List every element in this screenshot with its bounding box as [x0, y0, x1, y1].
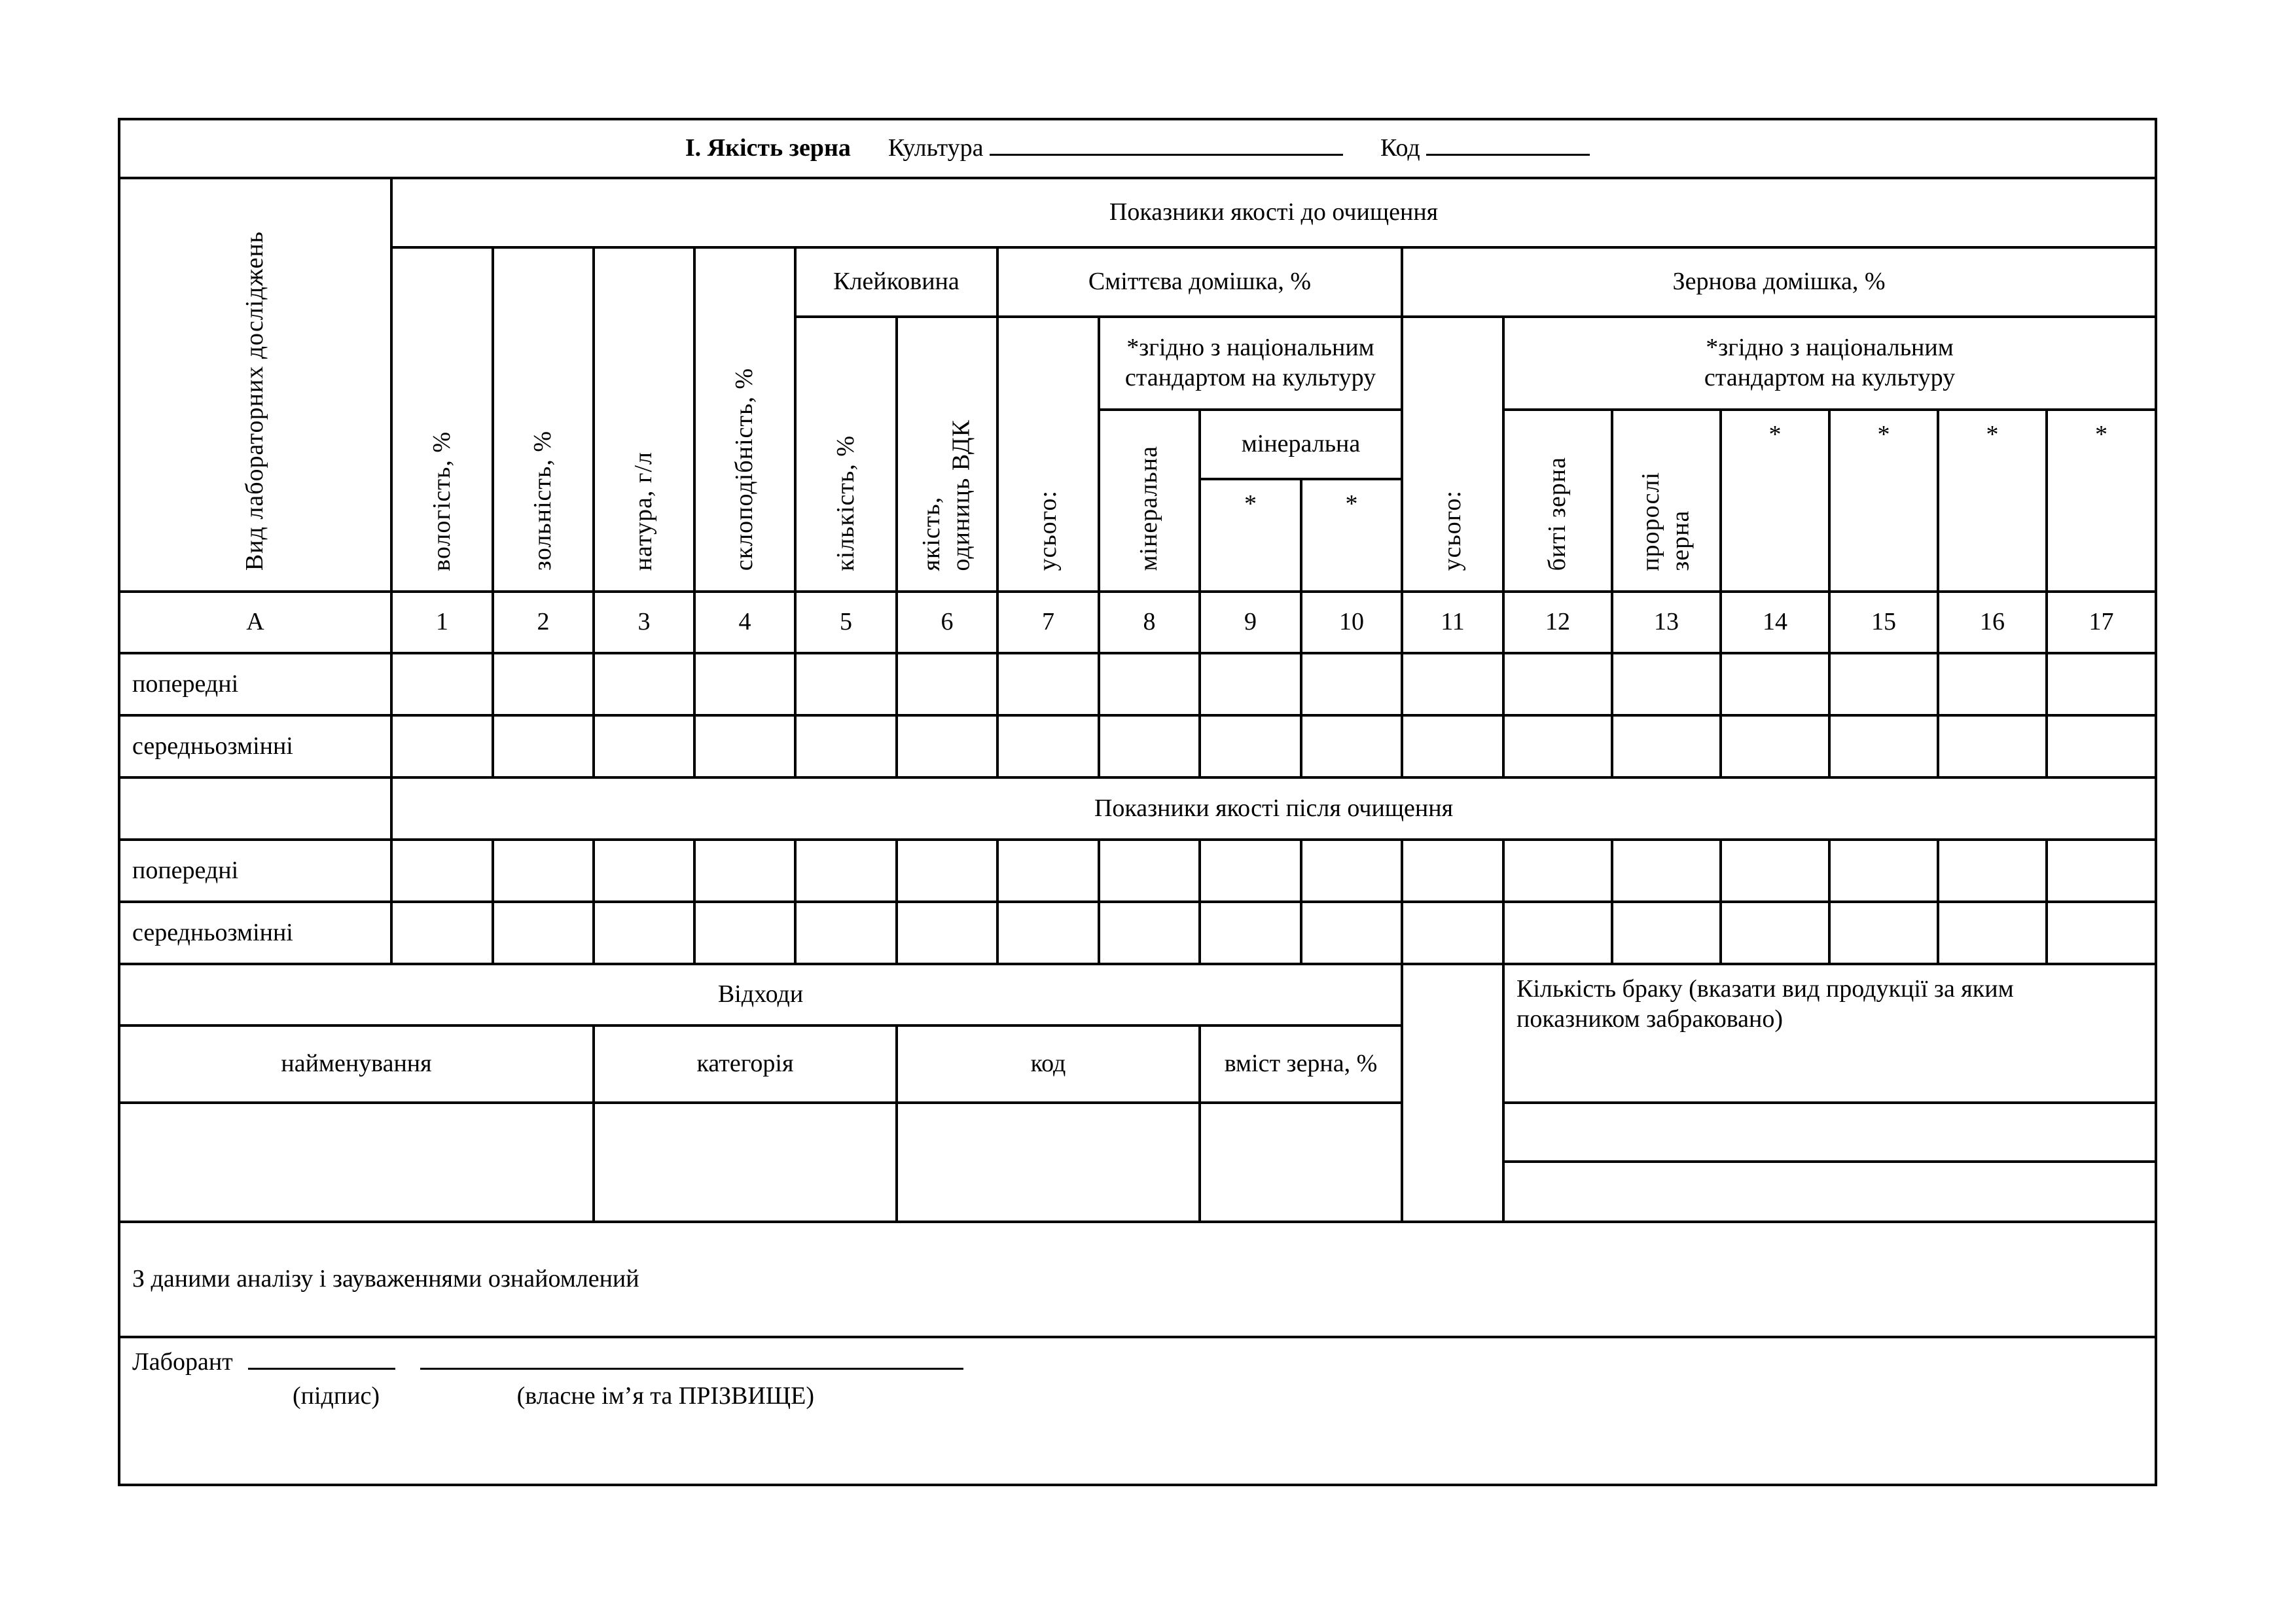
value-cell-col-9[interactable] [1200, 902, 1301, 964]
value-cell-col-13[interactable] [1612, 653, 1721, 715]
value-cell-col-15[interactable] [1829, 840, 1938, 902]
value-cell-col-5[interactable] [795, 840, 897, 902]
waste-spacer-cell [1402, 964, 1503, 1222]
lab-assistant-label: Лаборант [132, 1348, 233, 1376]
acknowledgement-text: З даними аналізу і зауваженнями ознайомлений [119, 1222, 2156, 1337]
value-cell-col-10[interactable] [1301, 840, 1402, 902]
waste-grain-content-input[interactable] [1200, 1103, 1402, 1222]
culture-label: Культура [888, 134, 984, 162]
col-header-gluten-quality [897, 317, 997, 592]
column-number: 7 [997, 592, 1099, 653]
column-number: 3 [594, 592, 694, 653]
value-cell-col-14[interactable] [1721, 653, 1829, 715]
mineral-subgroup-header: мінеральна [1200, 410, 1402, 479]
section-title: І. Якість зерна [685, 134, 851, 162]
value-cell-col-11[interactable] [1402, 715, 1503, 777]
value-cell-col-2[interactable] [493, 840, 594, 902]
column-number: 16 [1938, 592, 2047, 653]
full-name-caption: (власне ім’я та ПРІЗВИЩЕ) [516, 1382, 815, 1410]
value-cell-col-7[interactable] [997, 653, 1099, 715]
value-cell-col-1[interactable] [391, 840, 493, 902]
value-cell-col-6[interactable] [897, 653, 997, 715]
col-label: зольність, % [529, 431, 557, 571]
col-header-custom-16: * [1938, 410, 2047, 592]
column-number: 4 [694, 592, 795, 653]
col-label: мінеральна [1135, 445, 1163, 571]
value-cell-col-4[interactable] [694, 840, 795, 902]
table-row [119, 715, 2156, 777]
col-label-line1: пророслі [1637, 471, 1665, 571]
before-cleaning-header: Показники якості до очищення [391, 178, 2156, 247]
value-cell-col-14[interactable] [1721, 715, 1829, 777]
col-header-grain-total [1402, 317, 1503, 592]
waste-title: Відходи [119, 964, 1402, 1026]
value-cell-col-3[interactable] [594, 715, 694, 777]
value-cell-col-5[interactable] [795, 715, 897, 777]
grain-national-standard-header: *згідно з національним стандартом на культуру [1503, 317, 2156, 410]
value-cell-col-17[interactable] [2047, 653, 2156, 715]
value-cell-col-15[interactable] [1829, 902, 1938, 964]
waste-code-input[interactable] [897, 1103, 1200, 1222]
after-cleaning-blank [119, 777, 391, 840]
col-header-custom-17: * [2047, 410, 2156, 592]
defect-input-line-2[interactable] [1505, 1163, 2155, 1221]
value-cell-col-5[interactable] [795, 653, 897, 715]
value-cell-col-13[interactable] [1612, 902, 1721, 964]
value-cell-col-3[interactable] [594, 653, 694, 715]
column-number: 6 [897, 592, 997, 653]
value-cell-col-8[interactable] [1099, 840, 1200, 902]
value-cell-col-10[interactable] [1301, 653, 1402, 715]
value-cell-col-10[interactable] [1301, 715, 1402, 777]
col-label: вологість, % [427, 431, 456, 571]
column-number: 13 [1612, 592, 1721, 653]
value-cell-col-4[interactable] [694, 653, 795, 715]
value-cell-col-4[interactable] [694, 902, 795, 964]
table-row [119, 653, 2156, 715]
value-cell-col-14[interactable] [1721, 840, 1829, 902]
col-header-nature [594, 247, 694, 592]
value-cell-col-7[interactable] [997, 902, 1099, 964]
column-number: 5 [795, 592, 897, 653]
col-header-ash [493, 247, 594, 592]
value-cell-col-10[interactable] [1301, 902, 1402, 964]
value-cell-col-13[interactable] [1612, 840, 1721, 902]
defect-input-line-1[interactable] [1505, 1104, 2155, 1163]
col-header-vitreousness [694, 247, 795, 592]
value-cell-col-15[interactable] [1829, 715, 1938, 777]
waste-col-category: категорія [594, 1026, 897, 1103]
value-cell-col-17[interactable] [2047, 715, 2156, 777]
col-header-weed-total [997, 317, 1099, 592]
value-cell-col-9[interactable] [1200, 715, 1301, 777]
signature-field[interactable] [248, 1368, 395, 1370]
waste-name-input[interactable] [119, 1103, 594, 1222]
col-header-moisture [391, 247, 493, 592]
value-cell-col-12[interactable] [1503, 653, 1612, 715]
col-header-custom-15: * [1829, 410, 1938, 592]
table-row [119, 902, 2156, 964]
value-cell-col-7[interactable] [997, 840, 1099, 902]
full-name-field[interactable] [420, 1368, 963, 1370]
col-label [1636, 472, 1696, 571]
value-cell-col-17[interactable] [2047, 840, 2156, 902]
col-label: склоподібність, % [730, 368, 759, 571]
row-type-header [119, 178, 391, 592]
column-number: 2 [493, 592, 594, 653]
column-number: 9 [1200, 592, 1301, 653]
value-cell-col-15[interactable] [1829, 653, 1938, 715]
value-cell-col-16[interactable] [1938, 902, 2047, 964]
value-cell-col-16[interactable] [1938, 840, 2047, 902]
value-cell-col-2[interactable] [493, 715, 594, 777]
column-number: 11 [1402, 592, 1503, 653]
value-cell-col-1[interactable] [391, 715, 493, 777]
value-cell-col-11[interactable] [1402, 902, 1503, 964]
waste-col-grain-content: вміст зерна, % [1200, 1026, 1402, 1103]
value-cell-col-5[interactable] [795, 902, 897, 964]
value-cell-col-7[interactable] [997, 715, 1099, 777]
waste-category-input[interactable] [594, 1103, 897, 1222]
value-cell-col-3[interactable] [594, 902, 694, 964]
value-cell-col-17[interactable] [2047, 902, 2156, 964]
value-cell-col-13[interactable] [1612, 715, 1721, 777]
value-cell-col-9[interactable] [1200, 840, 1301, 902]
grain-admixture-header: Зернова домішка, % [1402, 247, 2156, 317]
col-header-broken-grains [1503, 410, 1612, 592]
table-row [119, 840, 2156, 902]
signature-caption: (підпис) [293, 1382, 380, 1410]
column-number: А [119, 592, 391, 653]
col-label: усього: [1438, 490, 1466, 571]
signature-block [119, 1337, 2156, 1485]
value-cell-col-12[interactable] [1503, 902, 1612, 964]
col-label: кількість, % [831, 435, 859, 571]
value-cell-col-9[interactable] [1200, 653, 1301, 715]
col-label-line2: одиниць ВДК [948, 419, 975, 571]
value-cell-col-2[interactable] [493, 653, 594, 715]
value-cell-col-1[interactable] [391, 653, 493, 715]
row-type-label: Вид лабораторних досліджень [241, 231, 269, 571]
col-label-line1: якість, [918, 496, 946, 571]
value-cell-col-2[interactable] [493, 902, 594, 964]
col-header-custom-14: * [1721, 410, 1829, 592]
defect-label: Кількість браку (вказати вид продукції за яким показником забраковано) [1503, 964, 2156, 1103]
value-cell-col-6[interactable] [897, 715, 997, 777]
value-cell-col-11[interactable] [1402, 653, 1503, 715]
value-cell-col-8[interactable] [1099, 653, 1200, 715]
column-number: 14 [1721, 592, 1829, 653]
form-title-cell [119, 119, 2156, 178]
col-label: натура, г/л [630, 452, 658, 571]
col-header-gluten-quantity [795, 317, 897, 592]
column-number: 17 [2047, 592, 2156, 653]
column-number: 8 [1099, 592, 1200, 653]
col-label: биті зерна [1543, 456, 1571, 571]
value-cell-col-14[interactable] [1721, 902, 1829, 964]
grain-quality-table [118, 118, 2157, 1486]
column-number: 15 [1829, 592, 1938, 653]
row-label: середньозмінні [119, 902, 391, 964]
value-cell-col-3[interactable] [594, 840, 694, 902]
value-cell-col-8[interactable] [1099, 715, 1200, 777]
grain-quality-form [118, 118, 2155, 1486]
weed-admixture-header: Сміттєва домішка, % [997, 247, 1402, 317]
col-label [917, 419, 977, 571]
defect-inputs [1503, 1103, 2156, 1222]
column-number-row [119, 592, 2156, 653]
value-cell-col-8[interactable] [1099, 902, 1200, 964]
waste-col-name: найменування [119, 1026, 594, 1103]
col-header-mineral-custom-10: * [1301, 479, 1402, 592]
value-cell-col-16[interactable] [1938, 715, 2047, 777]
column-number: 10 [1301, 592, 1402, 653]
value-cell-col-6[interactable] [897, 902, 997, 964]
code-label: Код [1380, 134, 1420, 162]
col-label-line2: зерна [1667, 510, 1695, 571]
row-label: середньозмінні [119, 715, 391, 777]
column-number: 1 [391, 592, 493, 653]
waste-col-code: код [897, 1026, 1200, 1103]
col-label: усього: [1033, 490, 1062, 571]
row-label: попередні [119, 840, 391, 902]
gluten-group-header: Клейковина [795, 247, 997, 317]
col-header-sprouted-grains [1612, 410, 1721, 592]
value-cell-col-12[interactable] [1503, 840, 1612, 902]
value-cell-col-6[interactable] [897, 840, 997, 902]
column-number: 12 [1503, 592, 1612, 653]
culture-field[interactable] [990, 154, 1343, 156]
value-cell-col-12[interactable] [1503, 715, 1612, 777]
value-cell-col-4[interactable] [694, 715, 795, 777]
value-cell-col-11[interactable] [1402, 840, 1503, 902]
row-label: попередні [119, 653, 391, 715]
value-cell-col-16[interactable] [1938, 653, 2047, 715]
after-cleaning-header: Показники якості після очищення [391, 777, 2156, 840]
col-header-mineral [1099, 410, 1200, 592]
weed-national-standard-header: *згідно з національним стандартом на культуру [1099, 317, 1402, 410]
col-header-mineral-custom-9: * [1200, 479, 1301, 592]
value-cell-col-1[interactable] [391, 902, 493, 964]
code-field[interactable] [1426, 154, 1590, 156]
